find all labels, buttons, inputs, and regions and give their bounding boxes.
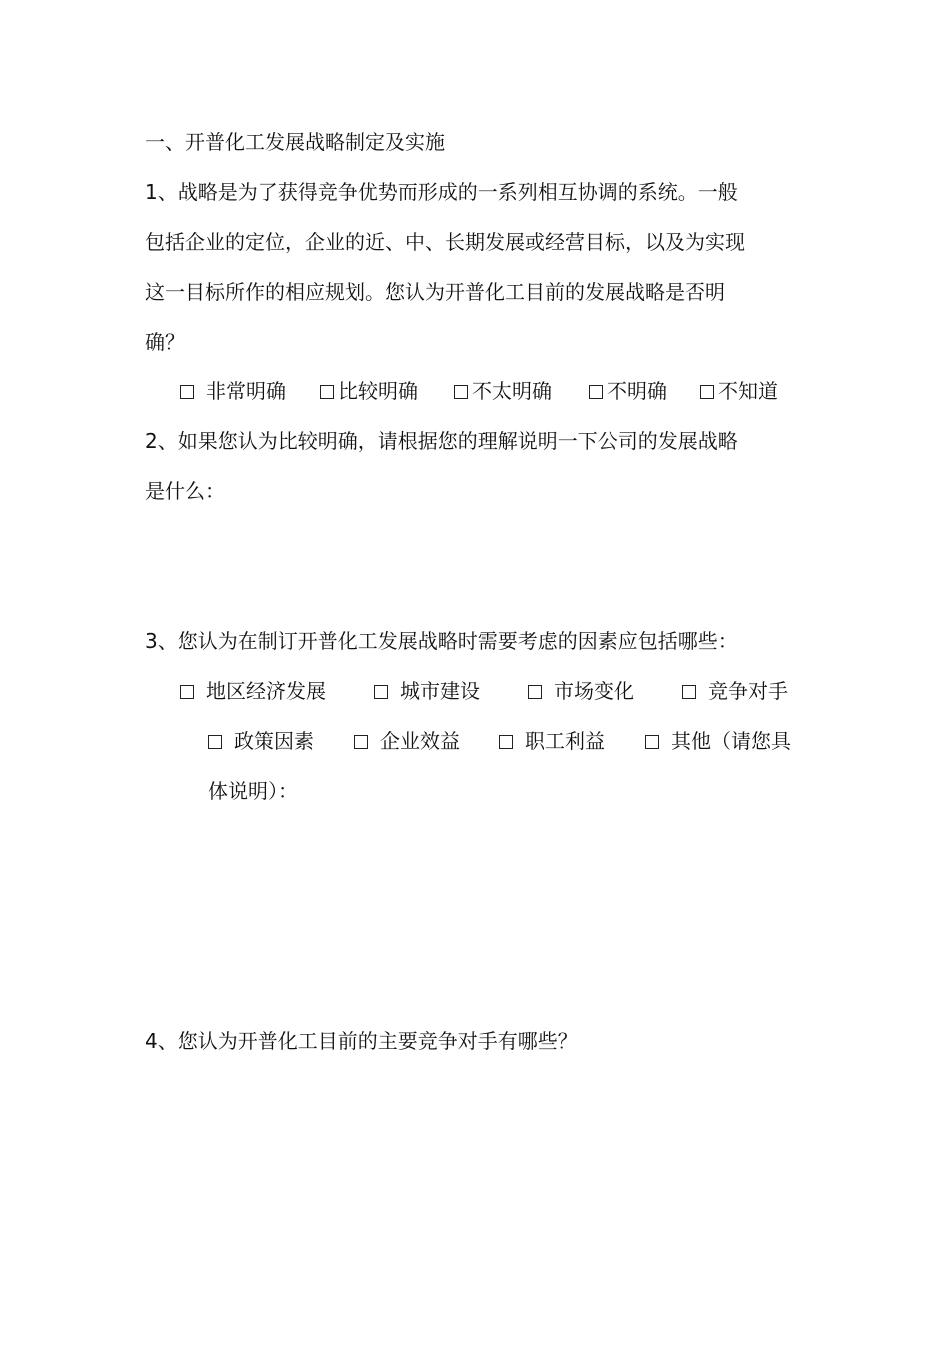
checkbox-icon[interactable] [700,385,714,399]
section-title: 一、开普化工发展战略制定及实施 [145,130,445,154]
checkbox-icon[interactable] [180,385,194,399]
q3-option-other[interactable]: 其他（请您具 [645,728,791,754]
q1-line-2: 包括企业的定位，企业的近、中、长期发展或经营目标，以及为实现 [145,230,745,254]
q3-option-policy[interactable]: 政策因素 [208,728,314,754]
q4-line: 4、您认为开普化工目前的主要竞争对手有哪些？ [145,1029,578,1053]
q3-option-urban-construction[interactable]: 城市建设 [374,678,480,704]
q3-other-continuation: 体说明）： [208,779,298,803]
checkbox-icon[interactable] [320,385,334,399]
checkbox-icon[interactable] [589,385,603,399]
q3-option-market-change[interactable]: 市场变化 [528,678,634,704]
q1-line-4: 确？ [145,330,185,354]
q3-option-employee-interest[interactable]: 职工利益 [499,728,605,754]
q1-option-fairly-clear[interactable]: 比较明确 [320,378,418,404]
checkbox-icon[interactable] [499,735,513,749]
checkbox-icon[interactable] [645,735,659,749]
q1-line-3: 这一目标所作的相应规划。您认为开普化工目前的发展战略是否明 [145,280,725,304]
checkbox-icon[interactable] [374,685,388,699]
checkbox-icon[interactable] [454,385,468,399]
q1-line-1: 1、战略是为了获得竞争优势而形成的一系列相互协调的系统。一般 [145,180,738,204]
q2-line-1: 2、如果您认为比较明确，请根据您的理解说明一下公司的发展战略 [145,429,738,453]
q2-line-2: 是什么： [145,479,225,503]
q3-option-regional-economy[interactable]: 地区经济发展 [180,678,326,704]
checkbox-icon[interactable] [208,735,222,749]
q1-option-unclear[interactable]: 不明确 [589,378,667,404]
checkbox-icon[interactable] [354,735,368,749]
q3-option-competitors[interactable]: 竞争对手 [682,678,788,704]
checkbox-icon[interactable] [528,685,542,699]
checkbox-icon[interactable] [682,685,696,699]
q3-option-enterprise-benefit[interactable]: 企业效益 [354,728,460,754]
checkbox-icon[interactable] [180,685,194,699]
q1-option-not-very-clear[interactable]: 不太明确 [454,378,552,404]
q3-line: 3、您认为在制订开普化工发展战略时需要考虑的因素应包括哪些： [145,629,738,653]
q1-option-very-clear[interactable]: 非常明确 [180,378,286,404]
q1-option-dont-know[interactable]: 不知道 [700,378,778,404]
